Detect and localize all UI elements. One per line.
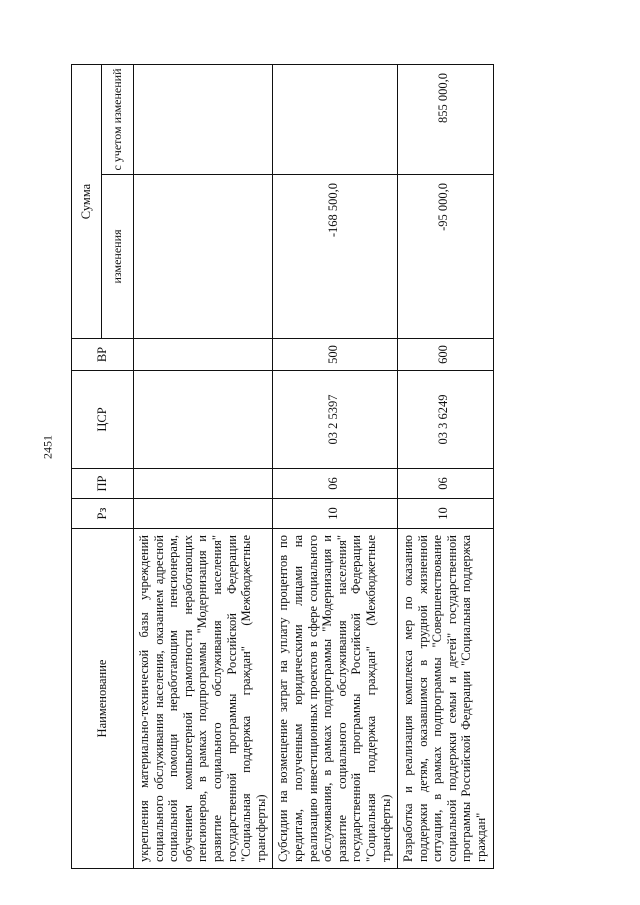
row-csr: 03 2 5397 (273, 371, 398, 469)
row-changes: -168 500,0 (273, 175, 398, 339)
header-sum: Сумма (72, 65, 102, 339)
row-csr: 03 3 6249 (398, 371, 494, 469)
row-with-changes (273, 65, 398, 175)
table-row (398, 65, 494, 869)
table-body (134, 65, 494, 869)
row-pr (134, 469, 273, 499)
row-rz (134, 499, 273, 529)
row-with-changes (134, 65, 273, 175)
row-name: Субсидии на возмещение затрат на уплату процентов по кредитам, полученным юридическими лицами на реализацию инвестиционных проектов в сфере социального обслуживания, в рамках подпрограммы "Модернизация и развитие социального обслуживания населения" государственной программы Российской Федерации "Социальная поддержка граждан" (Межбюджетные трансферты) (273, 529, 398, 869)
header-vr: ВР (72, 339, 134, 371)
budget-table (71, 64, 494, 869)
header-with-changes: с учетом изменений (102, 65, 134, 175)
row-vr: 500 (273, 339, 398, 371)
header-pr: ПР (72, 469, 134, 499)
row-rz: 10 (398, 499, 494, 529)
row-name: Разработка и реализация комплекса мер по оказанию поддержки детям, оказавшимся в трудной жизненной ситуации, в рамках подпрограммы "Совершенствование социальной поддержки семьи и детей" государственной программы Российской Федерации "Социальная поддержка граждан" (398, 529, 494, 869)
table-header (72, 65, 134, 869)
header-csr: ЦСР (72, 371, 134, 469)
row-vr (134, 339, 273, 371)
page-number: 2451 (40, 435, 55, 459)
row-pr: 06 (273, 469, 398, 499)
rotated-table-container (71, 65, 601, 869)
table-row (134, 65, 273, 869)
row-name: укрепления материально-технической базы учреждений социального обслуживания населения, оказанием адресной социальной помощи неработающим пенсионерам, обучением компьютерной грамотности неработающих пенсионеров, в рамках подпрограммы "Модернизация и развитие социального обслуживания населения" государственной программы Российской Федерации "Социальная поддержка граждан" (Межбюджетные трансферты) (134, 529, 273, 869)
table-row (273, 65, 398, 869)
header-name: Наименование (72, 529, 134, 869)
row-rz: 10 (273, 499, 398, 529)
row-pr: 06 (398, 469, 494, 499)
row-vr: 600 (398, 339, 494, 371)
header-rz: Рз (72, 499, 134, 529)
row-with-changes: 855 000,0 (398, 65, 494, 175)
header-changes: изменения (102, 175, 134, 339)
row-changes: -95 000,0 (398, 175, 494, 339)
row-changes (134, 175, 273, 339)
row-csr (134, 371, 273, 469)
